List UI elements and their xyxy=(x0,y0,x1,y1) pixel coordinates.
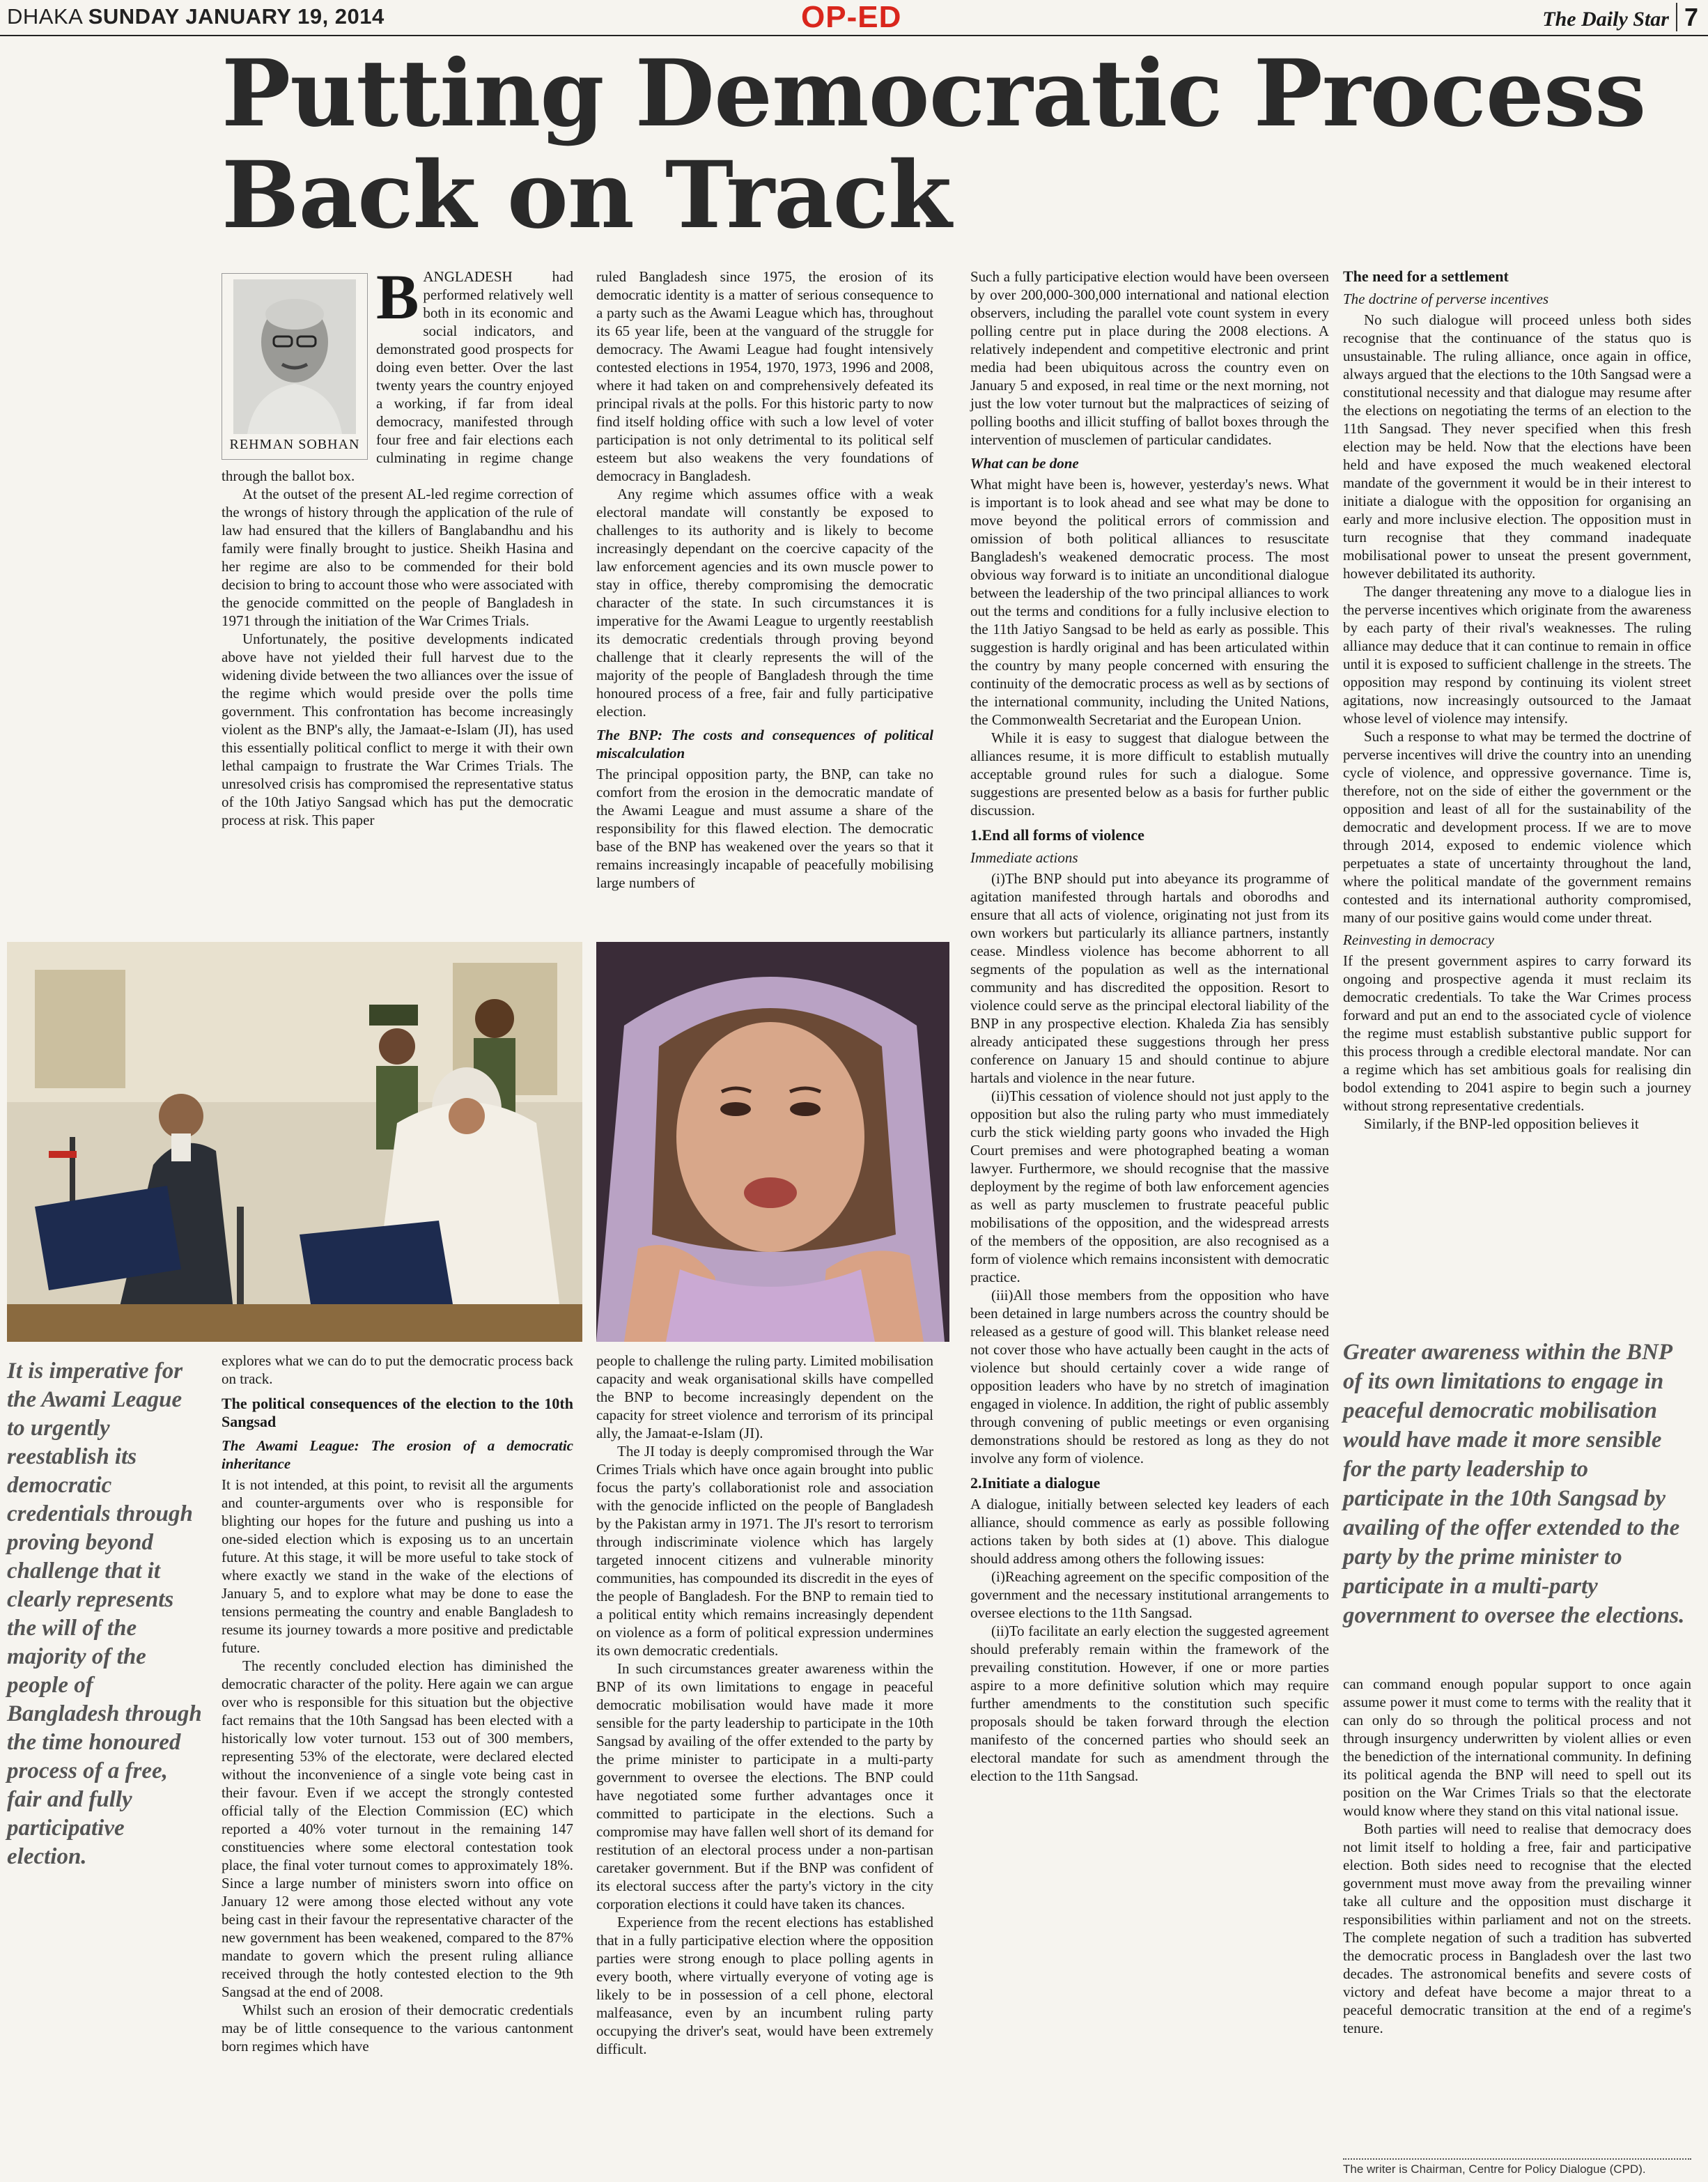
subheading: What can be done xyxy=(970,455,1079,472)
swearing-in-photo xyxy=(7,942,582,1342)
column-2-lower xyxy=(596,1352,933,2058)
author-caption: REHMAN SOBHAN xyxy=(229,437,360,452)
paragraph: can command enough popular support to once again assume power it must come to terms with the reality that it can only do so through the political process and not through insurgency underwritten by violent allies or even the benediction of the international community. In defining its political agenda the BNP will need to spell out its position on the War Crimes Trials so that the electorate would know where they stand on this vital national issue. xyxy=(1343,1676,1691,1819)
subheading: The doctrine of perverse incentives xyxy=(1343,291,1549,307)
paragraph: The principal opposition party, the BNP, can take no comfort from the erosion in the democratic mandate of the Awami League and must assume a share of the responsibility for this flawed election. The democratic base of the BNP has weakened over the years so that it remains increasingly incapable of peacefully mobilising large numbers of xyxy=(596,766,933,891)
headline-line-1: Putting Democratic Process xyxy=(222,40,1646,148)
paragraph: ruled Bangladesh since 1975, the erosion of its democratic identity is a matter of serious consequence to a party such as the Awami League which has, throughout its 65 year life, been at the vanguard of the struggle for democracy. The Awami League had fought intensively contested elections in 1954, 1970, 1973, 1996 and 2008, where it had taken on and comprehensively defeated its principal rivals at the polls. For this historic party to now find itself holding office with such a low level of voter participation is not only detrimental to its political self esteem but also weakens the very foundations of democracy in Bangladesh. xyxy=(596,268,933,484)
pull-quote-right: Greater awareness within the BNP of its own limitations to engage in peaceful democratic mobilisation would have made it more sensible for the party leadership to participate in the 10th Sangsad by availing of the offer extended to the party by the prime minister to participate in a multi-party government to oversee the elections. xyxy=(1343,1340,1685,1628)
subheading: The Awami League: The erosion of a democratic inheritance xyxy=(222,1437,573,1472)
paragraph: At the outset of the present AL-led regime correction of the wrongs of history through the application of the rule of law had ensured that the killers of Banglabandhu and his family were finally brought to justice. Sheikh Hasina and her regime are also to be commended for their bold decision to bring to account those who were associated with the genocide committed on the people of Bangladesh in 1971 through the initiation of the War Crimes Trials. xyxy=(222,486,573,629)
dateline xyxy=(7,4,385,29)
column-4-lower xyxy=(1343,1675,1691,2037)
section-label: OP-ED xyxy=(801,0,902,34)
paragraph: Both parties will need to realise that democracy does not limit itself to holding a free, fair and participative election. Both sides need to recognise that the elected government must move away from the prevailing winner take all culture and the opposition must discharge it responsibilities within parliament and not on the streets. The complete negation of such a tradition has subverted the democratic process in Bangladesh over the last two decades. The astronomical benefits and severe costs of victory and defeat have become a major threat to a peaceful democratic transition at the end of a regime's tenure. xyxy=(1343,1820,1691,2036)
section-heading: 1.End all forms of violence xyxy=(970,826,1144,844)
paragraph: (ii)To facilitate an early election the suggested agreement should preferably remain within the framework of the prevailing constitution. However, if one or more parties aspire to a more definitive solution which may require further amendments to the constitution such specific proposals should be taken forward through the election manifesto of the concerned parties who should seek an electoral mandate for such as amendment through the election to the 11th Sangsad. xyxy=(970,1623,1329,1784)
portrait-spacer xyxy=(222,268,376,464)
city: DHAKA xyxy=(7,4,82,29)
paragraph: Similarly, if the BNP-led opposition believes it xyxy=(1364,1115,1639,1132)
column-4-upper xyxy=(1343,268,1691,1133)
paragraph: (i)Reaching agreement on the specific composition of the government and the necessary institutional arrangements to oversee elections to the 11th Sangsad. xyxy=(970,1568,1329,1621)
paragraph: people to challenge the ruling party. Limited mobilisation capacity and weak organisational skills have compelled the BNP to become increasingly dependent on the capacity for street violence and terrorism of its principal ally, the Jamaat-e-Islam (JI). xyxy=(596,1352,933,1441)
masthead xyxy=(0,0,1708,36)
drop-cap: B xyxy=(376,261,419,332)
paragraph: (ii)This cessation of violence should not just apply to the opposition but also the ruling party who must immediately curb the stick wielding party goons who invaded the High Court premises and were photographed beating a woman lawyer. Furthermore, we should recognise that the massive deployment by the regime of both law enforcement agencies as well as party musclemen to frustrate peaceful public mobilisations of the opposition, and the widespread arrests of the members of the opposition, are also recognised as a form of violence which remains inconsistent with democratic practice. xyxy=(970,1088,1329,1285)
page-number: 7 xyxy=(1676,3,1698,31)
paragraph: If the present government aspires to carry forward its ongoing and prospective agenda it must reclaim its democratic credentials. To take the War Crimes process forward and put an end to the associated cycle of violence the regime must establish substantive public support for this process through a credible electoral mandate. Nor can a regime which has set ambitious goals for realising din bodol extending to 2041 aspire to begin such a journey without strong representative credentials. xyxy=(1343,952,1691,1114)
paragraph: What might have been is, however, yesterday's news. What is important is to look ahead and see what may be done to move beyond the political errors of commission and omission of both political alliances to resuscitate Bangladesh's weakened democratic process. The most obvious way forward is to initiate an unconditional dialogue between the leadership of the two principal alliances to work out the terms and conditions for a fully inclusive election to the 11th Jatiyo Sangsad to be held as early as possible. This suggestion is hardly original and has been articulated within the country by many people concerned with ensuring the continuity of the democratic process as well as by sections of the international community, including the United Nations, the Commonwealth Secretariat and the European Union. xyxy=(970,476,1329,728)
paragraph: (iii)All those members from the opposition who have been detained in large numbers across the country should be released as a gesture of good will. This blanket release need not cover those who have actually been caught in the acts of violence but should certainly cover a wide range of opposition leaders who have by no stretch of imagination engaged in violence. In addition, the right of public assembly through convening of public meetings or even organising demonstrations should be restored as long as they do not involve any form of violence. xyxy=(970,1287,1329,1467)
paragraph: Whilst such an erosion of their democratic credentials may be of little consequence to the various cantonment born regimes which have xyxy=(222,2002,573,2055)
writer-note: The writer is Chairman, Centre for Policy Dialogue (CPD). xyxy=(1343,2158,1691,2176)
paragraph: Such a fully participative election would have been overseen by over 200,000-300,000 international and national election observers, including the parallel vote count system in every polling centre put in place during the 2008 elections. A relatively independent and competitive electronic and print media had been ubiquitous across the country even on January 5 and exposed, in real time or the next morning, not just the low voter turnout but the malpractices of seizing of polling booths and illicit stuffing of ballot boxes through the intervention of musclemen of particular candidates. xyxy=(970,268,1329,448)
subheading: Reinvesting in democracy xyxy=(1343,931,1494,948)
paragraph: Experience from the recent elections has established that in a fully participative election where the opposition parties were strong enough to place polling agents in every booth, where virtually everyone of voting age is likely to be in possession of a cell phone, electoral malfeasance, even by an incumbent ruling party occupying the driver's seat, would have been extremely difficult. xyxy=(596,1914,933,2057)
section-heading: The need for a settlement xyxy=(1343,268,1509,285)
paragraph: Such a response to what may be termed the doctrine of perverse incentives will drive the country into an unending cycle of violence, and oppressive governance. Time is, therefore, not on the side of either the government or the opposition and least of all for the sustainability of the democratic and development process. If we are to move through 2014, exposed to endemic violence which perpetuates a state of uncertainty throughout the land, where the political mandate of the government remains contested and its international authority compromised, many of our positive gains would come under threat. xyxy=(1343,728,1691,926)
section-heading: 2.Initiate a dialogue xyxy=(970,1474,1101,1492)
pull-quote-left: It is imperative for the Awami League to urgently reestablish its democratic credentials through proving beyond challenge that it clearly represents the will of the majority of the people of Bangladesh through the time honoured process of a free, fair and fully participative election. xyxy=(7,1359,202,1869)
column-2-upper xyxy=(596,268,933,892)
khaleda-zia-photo xyxy=(596,942,949,1342)
paper-name xyxy=(1542,3,1698,32)
paragraph: explores what we can do to put the democratic process back on track. xyxy=(222,1352,573,1387)
column-1-lower xyxy=(222,1352,573,2055)
section-heading: The political consequences of the election to the 10th Sangsad xyxy=(222,1395,573,1430)
paragraph: (i)The BNP should put into abeyance its programme of agitation manifested through hartals and oborodhs and ensure that all acts of violence, originating not just from its own workers but particularly its alliance partners, instantly cease. Mindless violence has become abhorrent to all segments of the population as well as the international community and has discredited the opposition. Resort to violence could serve as the principal electoral liability of the BNP in any prospective election. Khaleda Zia has sensibly already anticipated these suggestions through her press conference on January 15 and should continue to abjure hartals and violence in the near future. xyxy=(970,870,1329,1086)
paragraph: Any regime which assumes office with a weak electoral mandate will constantly be exposed to challenges to its authority and is likely to become increasingly dependant on the coercive capacity of the law enforcement agencies and its own muscle power to stay in office, thereby compromising the democratic character of the state. In such circumstances it is imperative for the Awami League to urgently reestablish its democratic credentials through proving beyond challenge that it clearly represents the will of the majority of the people of Bangladesh through the time honoured process of a free, fair and fully participative election. xyxy=(596,486,933,720)
paragraph: In such circumstances greater awareness within the BNP of its own limitations to engage in peaceful democratic mobilisation would have made it more sensible for the party leadership to participate in the 10th Sangsad by availing of the offer extended to the party by the prime minister to participate in a multi-party government to oversee the elections. The BNP could have negotiated some further advantages once it committed to participate in the elections. Such a compromise may have fallen well short of its demand for restitution of an electoral process under a non-partisan caretaker government. But if the BNP was confident of its electoral success after the party's victory in the city corporation elections it could have taken its chances. xyxy=(596,1660,933,1912)
paragraph: It is not intended, at this point, to revisit all the arguments and counter-arguments over who is responsible for blighting our hopes for the future and pushing us into a one-sided election which is exposing us to an uncertain future. At this stage, it will be more useful to take stock of where exactly we stand in the wake of the elections of January 5, and to explore what may be done to ease the tensions permeating the country and enable Bangladesh to resume its journey towards a more positive and predictable future. xyxy=(222,1476,573,1656)
paragraph: A dialogue, initially between selected key leaders of each alliance, should commence as early as possible following actions taken by both sides at (1) above. This dialogue should address among others the following issues: xyxy=(970,1496,1329,1567)
paragraph: The recently concluded election has diminished the democratic character of the polity. Here again we can argue over who is responsible for this situation but the objective fact remains that the 10th Sangsad has been elected with a historically low voter turnout. 153 out of 300 members, representing 53% of the electorate, were declared elected without the inconvenience of a single vote being cast in their favour. Even if we accept the strongly contested official tally of the Election Commission (EC) which reported a 40% voter turnout in the remaining 147 constituencies where some electoral contestation took place, the final voter turnout comes to approximately 18%. Since a large number of ministers sworn into office on January 12 were among those elected without any vote being cast in their favour the representative character of the new government has been weakened, compared to the 87% mandate to govern which the present ruling alliance received through the hotly contested election to the 9th Sangsad at the end of 2008. xyxy=(222,1657,573,2000)
headline-line-2: Back on Track xyxy=(222,141,952,249)
paragraph: While it is easy to suggest that dialogue between the alliances resume, it is more difficult to establish mutually acceptable ground rules for such a dialogue. Some suggestions are presented below as a basis for further public discussion. xyxy=(970,729,1329,819)
paragraph: Unfortunately, the positive developments indicated above have not yielded their full harvest due to the widening divide between the two alliances over the issue of the regime which would preside over the polls time government. This confrontation has become increasingly violent as the BNP's ally, the Jamaat-e-Islam (JI), has used this essentially political conflict to merge it with their own lethal campaign to frustrate the War Crimes Trials. The unresolved crisis has compromised the representative status of the 10th Jatiyo Sangsad which has put the democratic process at risk. This paper xyxy=(222,630,573,828)
headline xyxy=(222,40,1684,249)
paper-logo: The Daily Star xyxy=(1542,8,1669,31)
lead-text: ANGLADESH had performed relatively well both in its economic and social indicators, and demonstrated good prospects for doing even better. Over the last twenty years the country enjoyed a working, if far from ideal democracy, manifested through four free and fair elections each culminating in regime change through the ballot box. xyxy=(222,268,573,484)
subheading: The BNP: The costs and consequences of political miscalculation xyxy=(596,727,933,761)
subheading: Immediate actions xyxy=(970,849,1078,866)
column-1-upper xyxy=(222,261,573,829)
paragraph: The danger threatening any move to a dialogue lies in the perverse incentives which originate from the awareness by each party of their rival's weaknesses. The ruling alliance may deduce that it can continue to remain in office until it is exposed to sufficient challenge in the streets. The opposition may respond by continuing its violent street agitations, now increasingly outsourced to the Jamaat whose level of violence may intensify. xyxy=(1343,583,1691,727)
date: SUNDAY JANUARY 19, 2014 xyxy=(88,4,385,29)
paragraph: No such dialogue will proceed unless both sides recognise that the continuance of the status quo is unsustainable. The ruling alliance, once again in office, always argued that the elections to the 10th Sangsad were a constitutional necessity and that dialogue may resume after the elections on negotiating the terms of an election to the 11th Sangsad. They never specified when this fresh election may be held. Now that the elections have been held and have exposed the much weakened electoral mandate of the government it would be in their interest to initiate a dialogue with the opposition for organising an early and more inclusive election. The opposition must in turn recognise that they command inadequate mobilisational power to unseat the present government, however debilitated its authority. xyxy=(1343,311,1691,582)
paragraph: The JI today is deeply compromised through the War Crimes Trials which have once again brought into public focus the party's collaborationist role and association with the genocide inflicted on the people of Bangladesh by the Pakistan army in 1971. The JI's resort to terrorism through indiscriminate violence which has largely targeted innocent citizens and vulnerable minority communities, has compounded its discredit in the eyes of the people of Bangladesh. For the BNP to remain tied to a political entity which remains increasingly dependent on violence as a form of political expression undermines its own democratic credentials. xyxy=(596,1443,933,1659)
column-3 xyxy=(970,268,1329,1785)
